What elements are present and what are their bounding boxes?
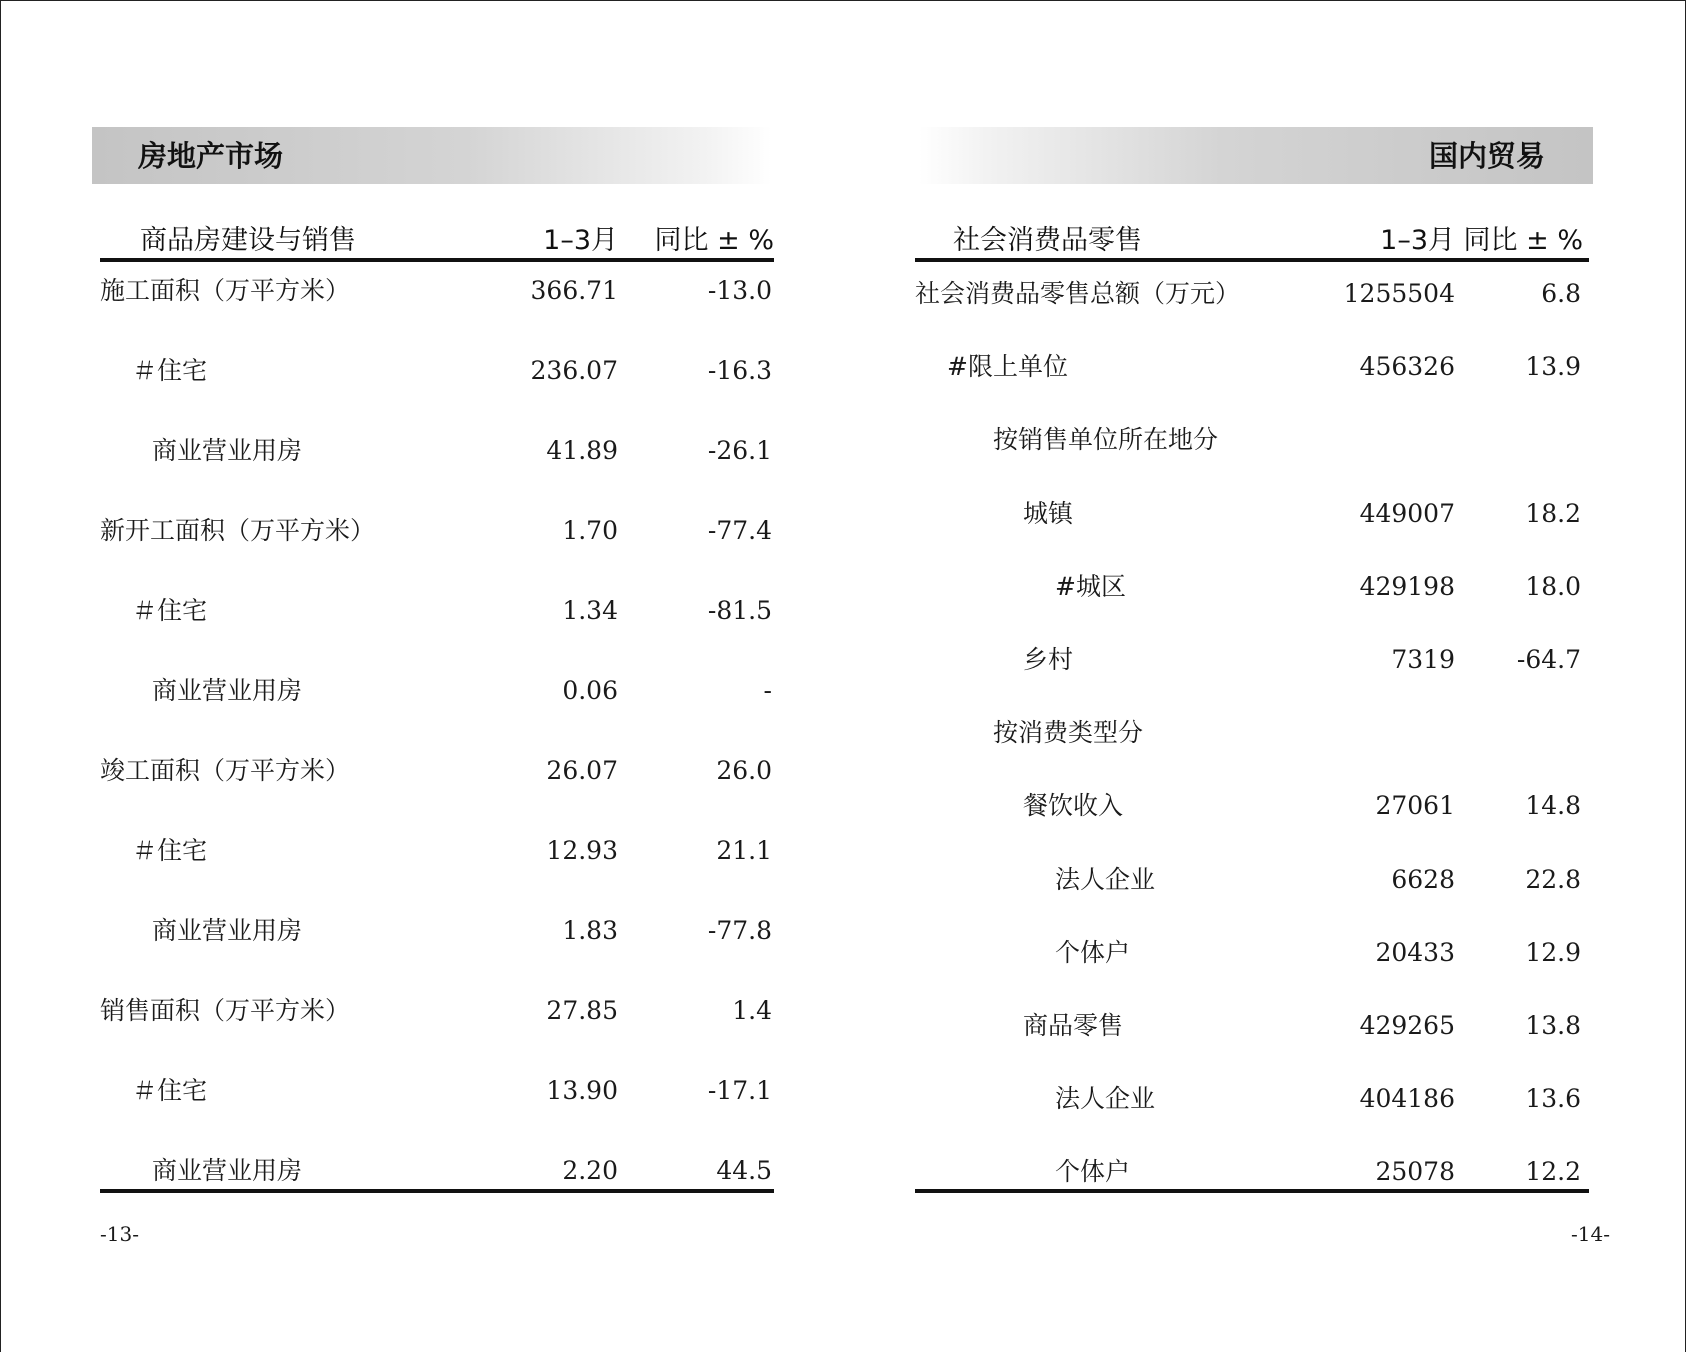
row-value-yoy: 44.5 [716, 1156, 772, 1185]
row-label: 餐饮收入 [1023, 791, 1124, 821]
column-header-period: 1–3月 [1380, 225, 1455, 256]
row-value-yoy: -26.1 [707, 436, 772, 465]
section-header-bar [919, 127, 1593, 184]
column-header-yoy: 同比 ± % [654, 225, 774, 256]
row-value-period: 27.85 [546, 996, 618, 1025]
row-value-yoy: -81.5 [707, 596, 772, 625]
row-value-yoy: 13.9 [1525, 352, 1581, 382]
table-name: 社会消费品零售 [953, 225, 1142, 256]
row-value-period: 2.20 [562, 1156, 618, 1185]
column-header-yoy: 同比 ± % [1463, 225, 1583, 256]
row-label: 按销售单位所在地分 [993, 425, 1219, 455]
row-value-yoy: 12.2 [1525, 1157, 1581, 1187]
row-label: 商业营业用房 [152, 1156, 303, 1185]
row-value-yoy: 13.6 [1525, 1084, 1581, 1114]
table-bottom-rule [100, 1189, 774, 1193]
row-value-yoy: 21.1 [716, 836, 772, 865]
row-label: 商业营业用房 [152, 436, 303, 465]
row-label: ＃住宅 [132, 836, 208, 865]
row-value-yoy: -77.4 [707, 516, 772, 545]
row-value-yoy: -13.0 [707, 276, 772, 305]
row-value-yoy: 1.4 [732, 996, 772, 1025]
row-label: 城镇 [1023, 498, 1074, 528]
row-value-period: 25078 [1375, 1157, 1455, 1187]
row-value-period: 6628 [1391, 864, 1455, 894]
table-bottom-rule [915, 1189, 1589, 1193]
row-label: 商业营业用房 [152, 676, 303, 705]
row-label: #限上单位 [947, 352, 1068, 382]
row-label: #城区 [1055, 571, 1126, 601]
row-label: 乡村 [1023, 645, 1074, 674]
row-label: ＃住宅 [132, 1076, 208, 1105]
row-label: 法人企业 [1055, 864, 1156, 894]
row-value-period: 26.07 [546, 756, 618, 785]
row-value-yoy: -17.1 [707, 1076, 772, 1105]
row-value-yoy: 22.8 [1525, 864, 1581, 894]
row-label: 法人企业 [1055, 1084, 1156, 1114]
row-value-period: 1.83 [562, 916, 618, 945]
table-header [915, 208, 1589, 262]
row-value-yoy: 14.8 [1525, 791, 1581, 821]
retail-sales-table [915, 208, 1589, 1187]
row-value-period: 236.07 [530, 356, 618, 385]
row-value-period: 20433 [1375, 937, 1455, 967]
row-value-period: 404186 [1359, 1084, 1455, 1114]
table-header [100, 208, 774, 262]
row-value-period: 1.34 [562, 596, 618, 625]
row-label: ＃住宅 [132, 596, 208, 625]
right-page [843, 0, 1686, 1353]
row-label: 商业营业用房 [152, 916, 303, 945]
row-value-period: 429198 [1359, 571, 1455, 601]
page-number: -13- [100, 1222, 139, 1246]
row-label: 商品零售 [1023, 1011, 1124, 1040]
row-value-period: 7319 [1391, 645, 1455, 674]
row-value-period: 0.06 [562, 676, 618, 705]
row-value-period: 1.70 [562, 516, 618, 545]
row-value-yoy: -64.7 [1516, 645, 1581, 674]
row-value-period: 12.93 [546, 836, 618, 865]
row-value-period: 366.71 [530, 276, 618, 305]
page-number: -14- [1571, 1222, 1610, 1246]
section-title: 国内贸易 [1428, 139, 1545, 173]
row-value-yoy: 26.0 [716, 756, 772, 785]
row-label: 个体户 [1055, 1157, 1131, 1187]
row-value-yoy: 12.9 [1525, 937, 1581, 967]
row-label: ＃住宅 [132, 356, 208, 385]
row-value-period: 1255504 [1343, 279, 1455, 308]
row-label: 销售面积（万平方米） [100, 996, 351, 1025]
row-value-period: 13.90 [546, 1076, 618, 1105]
row-value-period: 456326 [1359, 352, 1455, 382]
row-label: 新开工面积（万平方米） [100, 516, 376, 545]
real-estate-table [100, 208, 774, 1185]
row-value-period: 27061 [1375, 791, 1455, 821]
row-value-yoy: 18.2 [1525, 498, 1581, 528]
row-label: 按消费类型分 [993, 718, 1144, 748]
row-label: 施工面积（万平方米） [100, 276, 351, 305]
row-value-yoy: -77.8 [707, 916, 772, 945]
row-label: 社会消费品零售总额（万元） [915, 279, 1241, 308]
row-value-period: 41.89 [546, 436, 618, 465]
row-value-yoy: 13.8 [1525, 1011, 1581, 1040]
section-title: 房地产市场 [138, 139, 284, 173]
row-value-yoy: 6.8 [1541, 279, 1581, 308]
table-name: 商品房建设与销售 [140, 225, 356, 256]
row-label: 竣工面积（万平方米） [100, 756, 351, 785]
row-label: 个体户 [1055, 937, 1131, 967]
column-header-period: 1–3月 [543, 225, 618, 256]
row-value-yoy: -16.3 [707, 356, 772, 385]
row-value-period: 429265 [1359, 1011, 1455, 1040]
row-value-period: 449007 [1359, 498, 1455, 528]
row-value-yoy: - [763, 676, 772, 705]
section-header-bar [92, 127, 772, 184]
row-value-yoy: 18.0 [1525, 571, 1581, 601]
